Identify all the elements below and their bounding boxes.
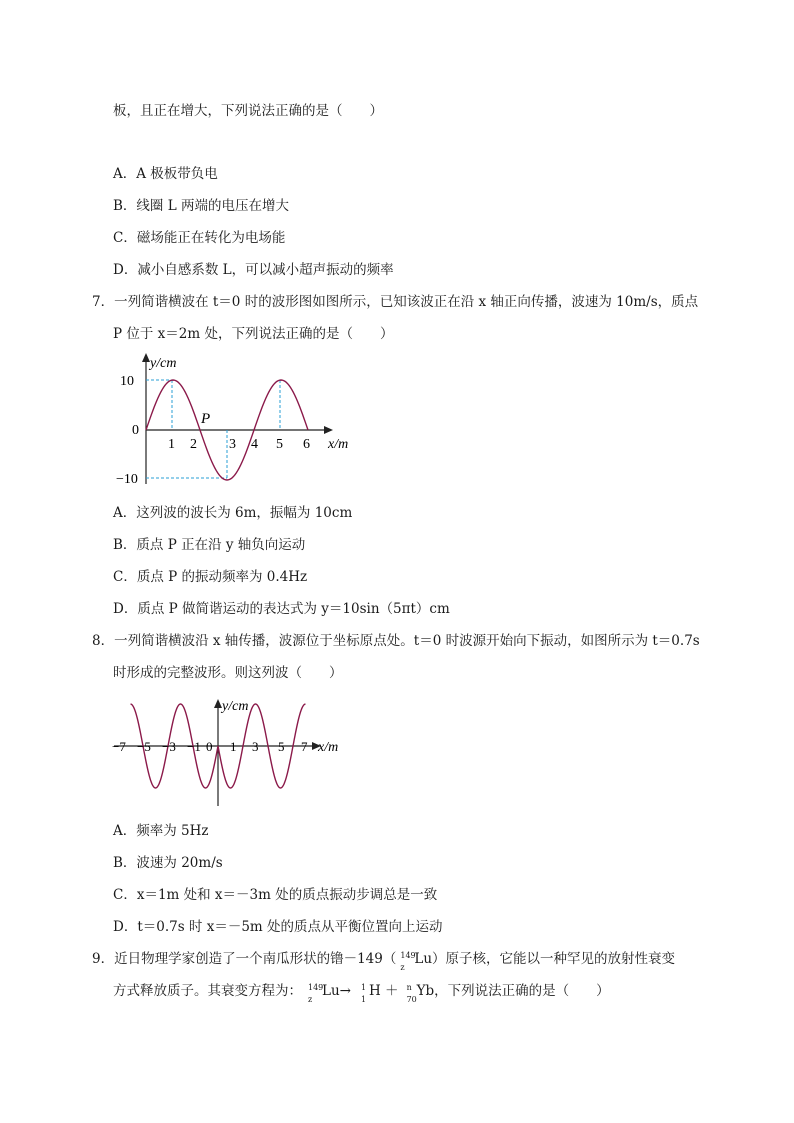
q7-xtick-5: 5 bbox=[276, 437, 283, 452]
q8-option-d: D．t＝0.7s 时 x＝－5m 处的质点从平衡位置向上运动 bbox=[113, 919, 443, 935]
q7-xtick-2: 2 bbox=[190, 437, 197, 452]
q7-xtick-1: 1 bbox=[168, 437, 175, 452]
q9-eq-yb-symbol: Yb bbox=[416, 983, 435, 999]
q8-xtick-5: 5 bbox=[278, 739, 285, 754]
q7-point-p-label: P bbox=[201, 411, 211, 427]
q8-y-arrow bbox=[214, 699, 222, 708]
q8-xtick-neg5: −5 bbox=[137, 739, 151, 754]
q7-xtick-6: 6 bbox=[303, 437, 310, 452]
q7-x-label: x/m bbox=[328, 437, 349, 452]
q8-xtick-1: 1 bbox=[230, 739, 237, 754]
q7-y-label: y/cm bbox=[150, 356, 177, 371]
q7-option-c: C．质点 P 的振动频率为 0.4Hz bbox=[113, 569, 308, 585]
q7-x-arrow bbox=[324, 426, 333, 434]
q7-stem-line1: 7．一列简谐横波在 t＝0 时的波形图如图所示，已知该波正在沿 x 轴正向传播，波速为 10m/s，质点 bbox=[92, 294, 699, 310]
q8-x-label: x/m bbox=[318, 740, 339, 755]
q7-option-d: D．质点 P 做简谐运动的表达式为 y＝10sin（5πt）cm bbox=[113, 601, 450, 617]
q9-stem-line2: 方式释放质子。其衰变方程为： 149 z Lu→ 1 1 H ＋ n 70 Yb，下列说法正确的是（ ） bbox=[113, 983, 610, 1004]
q8-xtick-neg7: −7 bbox=[112, 739, 126, 754]
q8-option-b: B．波速为 20m/s bbox=[113, 855, 223, 871]
q8-xtick-neg1: −1 bbox=[187, 739, 201, 754]
q6-option-b: B．线圈 L 两端的电压在增大 bbox=[113, 198, 289, 214]
q9-eq-lu-indices: 149 z bbox=[308, 983, 324, 1004]
q6-option-c: C．磁场能正在转化为电场能 bbox=[113, 230, 286, 246]
q8-xtick-neg3: −3 bbox=[162, 739, 176, 754]
q7-wave-figure bbox=[110, 350, 370, 490]
q8-stem-line1: 8．一列简谐横波沿 x 轴传播，波源位于坐标原点处。t＝0 时波源开始向下振动，如图所示为 t＝0.7s bbox=[92, 633, 700, 649]
q7-stem-line2: P 位于 x＝2m 处，下列说法正确的是（ ） bbox=[113, 326, 394, 342]
q8-wave-figure bbox=[110, 694, 360, 810]
q7-number: 7． bbox=[92, 294, 115, 310]
q7-y-arrow bbox=[142, 353, 150, 362]
q7-ytick-0: 0 bbox=[132, 423, 139, 438]
q7-xtick-4: 4 bbox=[251, 437, 258, 452]
q8-option-c: C．x＝1m 处和 x＝－3m 处的质点振动步调总是一致 bbox=[113, 887, 438, 903]
q6-option-d: D．减小自感系数 L，可以减小超声振动的频率 bbox=[113, 262, 394, 278]
q9-isotope-lu-indices: 149 z bbox=[400, 951, 416, 972]
q7-option-a: A．这列波的波长为 6m，振幅为 10cm bbox=[113, 505, 353, 521]
q7-ytick-neg10: −10 bbox=[116, 472, 138, 487]
q8-xtick-7: 7 bbox=[301, 739, 308, 754]
q8-option-a: A．频率为 5Hz bbox=[113, 823, 209, 839]
q8-y-label: y/cm bbox=[222, 699, 249, 714]
q7-xtick-3: 3 bbox=[229, 437, 236, 452]
q7-ytick-10: 10 bbox=[120, 374, 134, 389]
q8-stem-line2: 时形成的完整波形。则这列波（ ） bbox=[113, 665, 343, 681]
q6-stem-tail: 板，且正在增大，下列说法正确的是（ ） bbox=[113, 103, 383, 119]
q8-xtick-3: 3 bbox=[252, 739, 259, 754]
q7-option-b: B．质点 P 正在沿 y 轴负向运动 bbox=[113, 537, 306, 553]
q9-number: 9． bbox=[92, 951, 115, 967]
q6-option-a: A．A 极板带负电 bbox=[113, 166, 218, 182]
q9-eq-lu-symbol: Lu→ bbox=[322, 983, 351, 999]
q9-eq-h-symbol: H ＋ bbox=[368, 983, 399, 999]
q9-eq-h-indices: 1 1 bbox=[360, 983, 367, 1004]
q9-stem-line1: 9．近日物理学家创造了一个南瓜形状的镥－149（ 149 z Lu）原子核，它能以一种罕见的放射性衰变 bbox=[92, 951, 676, 972]
q8-xtick-0: 0 bbox=[206, 739, 213, 754]
q8-number: 8． bbox=[92, 633, 115, 649]
q9-isotope-lu-symbol: Lu bbox=[414, 951, 433, 967]
q9-eq-yb-indices: n 70 bbox=[406, 983, 417, 1004]
